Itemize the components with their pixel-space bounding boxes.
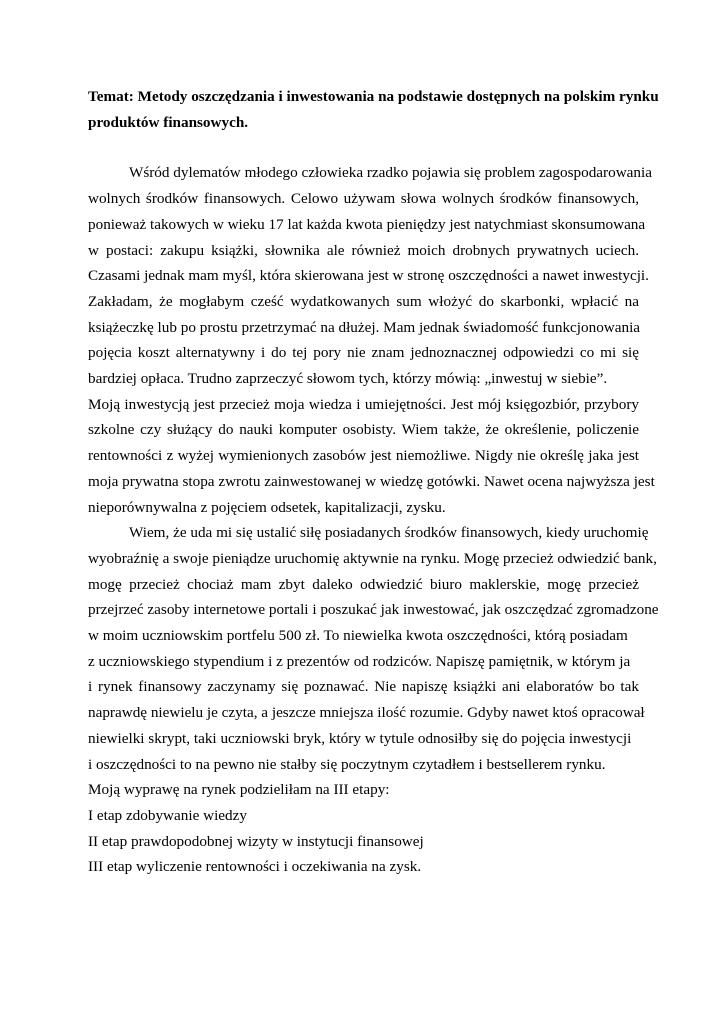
paragraph-line: wyobraźnię a swoje pieniądze uruchomię aktywnie na rynku. Mogę przecież odwiedzić bank,	[88, 549, 657, 567]
stage-item: I etap zdobywanie wiedzy	[88, 806, 247, 824]
paragraph-line: Wśród dylematów młodego człowieka rzadko pojawia się problem zagospodarowania	[129, 164, 652, 182]
title-line: produktów finansowych.	[88, 113, 249, 131]
paragraph-line: szkolne czy służący do nauki komputer osobisty. Wiem także, że określenie, policzenie	[88, 421, 639, 439]
paragraph-line: w postaci: zakupu książki, słownika ale również moich drobnych prywatnych uciech.	[88, 241, 639, 259]
paragraph-line: w moim uczniowskim portfelu 500 zł. To niewielka kwota oszczędności, którą posiadam	[88, 627, 628, 645]
paragraph-2	[88, 392, 655, 521]
spacer	[88, 135, 639, 160]
paragraph-line: naprawdę niewielu je czyta, a jeszcze mniejsza ilość rozumie. Gdyby nawet ktoś opracował	[88, 704, 645, 722]
paragraph-line: i rynek finansowy zaczynamy się poznawać. Nie napiszę książki ani elaboratów bo tak	[88, 678, 639, 696]
paragraph-line: książeczkę lub po prostu przetrzymać na dłużej. Mam jednak świadomość funkcjonowania	[88, 318, 641, 336]
paragraph-line: nieporównywalna z pojęciem odsetek, kapitalizacji, zysku.	[88, 498, 446, 516]
paragraph-line: ponieważ takowych w wieku 17 lat każda kwota pieniędzy jest natychmiast skonsumowana	[88, 215, 646, 233]
stages-section	[88, 777, 639, 880]
paragraph-1	[88, 160, 652, 391]
paragraph-line: przejrzeć zasoby internetowe portali i poszukać jak inwestować, jak oszczędzać zgromadzone	[88, 601, 659, 619]
paragraph-line: pojęcia koszt alternatywny i do tej pory nie znam jednoznacznej odpowiedzi co mi się	[88, 344, 639, 362]
document-title	[88, 84, 659, 135]
paragraph-3	[88, 520, 659, 777]
paragraph-line: mogę przecież chociaż mam zbyt daleko odwiedzić biuro maklerskie, mogę przecież	[88, 575, 639, 593]
paragraph-line: Moją inwestycją jest przecież moja wiedza i umiejętności. Jest mój księgozbiór, przybory	[88, 395, 639, 413]
stage-item: III etap wyliczenie rentowności i oczekiwania na zysk.	[88, 858, 422, 876]
paragraph-line: i oszczędności to na pewno nie stałby się poczytnym czytadłem i bestsellerem rynku.	[88, 755, 606, 773]
paragraph-line: rentowności z wyżej wymienionych zasobów jest niemożliwe. Nigdy nie określę jaka jest	[88, 447, 639, 465]
paragraph-line: z uczniowskiego stypendium i z prezentów od rodziców. Napiszę pamiętnik, w którym ja	[88, 652, 631, 670]
paragraph-line: bardziej opłaca. Trudno zaprzeczyć słowom tych, którzy mówią: „inwestuj w siebie”.	[88, 370, 608, 388]
paragraph-line: moja prywatna stopa zwrotu zainwestowanej w wiedzę gotówki. Nawet ocena najwyższa jest	[88, 472, 655, 490]
paragraph-line: Zakładam, że mogłabym cześć wydatkowanych sum włożyć do skarbonki, wpłacić na	[88, 292, 639, 310]
stages-intro: Moją wyprawę na rynek podzieliłam na III etapy:	[88, 781, 390, 799]
title-line: Temat: Metody oszczędzania i inwestowania na podstawie dostępnych na polskim rynku	[88, 88, 659, 105]
paragraph-line: niewielki skrypt, taki uczniowski bryk, który w tytule odnosiłby się do pojęcia inwestycji	[88, 729, 632, 747]
stage-item: II etap prawdopodobnej wizyty w instytucji finansowej	[88, 832, 424, 850]
document-page	[88, 84, 659, 880]
paragraph-line: wolnych środków finansowych. Celowo używam słowa wolnych środków finansowych,	[88, 190, 639, 208]
paragraph-line: Wiem, że uda mi się ustalić siłę posiadanych środków finansowych, kiedy uruchomię	[129, 524, 649, 542]
paragraph-line: Czasami jednak mam myśl, która skierowana jest w stronę oszczędności a nawet inwestycji.	[88, 267, 649, 285]
